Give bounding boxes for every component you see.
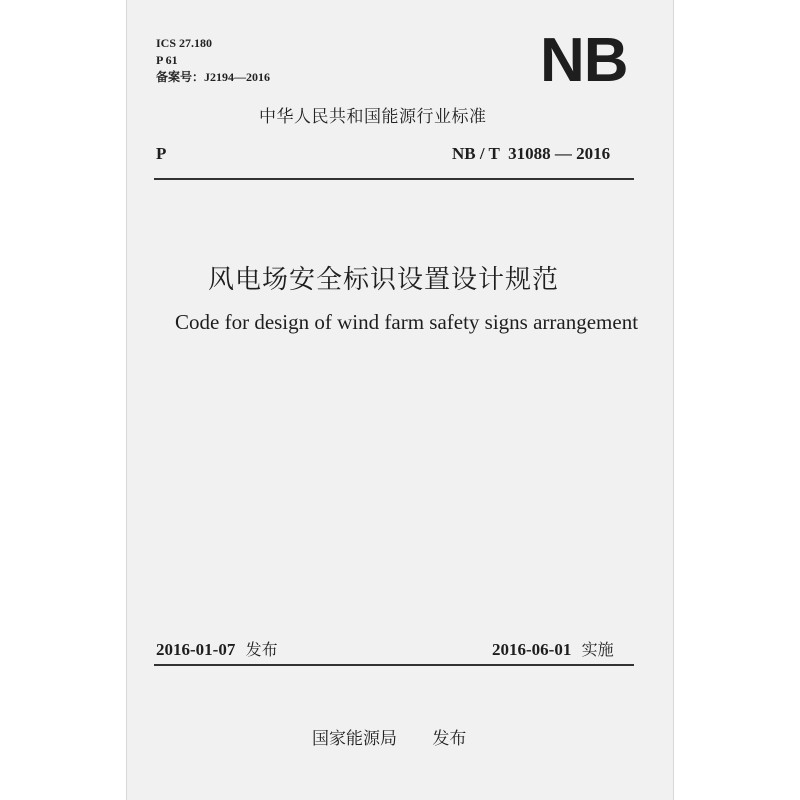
nb-logo: NB	[540, 26, 628, 95]
issue-date-line	[156, 637, 278, 660]
effective-date: 2016-06-01	[492, 640, 572, 659]
ics-code: ICS 27.180	[156, 36, 213, 50]
record-number-label: 备案号：	[156, 70, 205, 84]
header-rule	[154, 178, 634, 180]
issue-label: 发布	[245, 640, 278, 659]
effective-label: 实施	[581, 640, 614, 659]
category-letter: P	[156, 144, 167, 163]
publisher-name: 国家能源局	[312, 729, 397, 749]
record-number-value: J2194—2016	[204, 70, 271, 84]
record-number-line	[156, 70, 270, 85]
title-chinese: 风电场安全标识设置设计规范	[208, 265, 560, 295]
publisher-line	[312, 724, 466, 749]
issue-date: 2016-01-07	[156, 640, 236, 659]
footer-rule	[154, 664, 634, 666]
classification-code: P 61	[156, 53, 178, 67]
publisher-action: 发布	[432, 729, 467, 749]
title-english: Code for design of wind farm safety signs arrangement	[175, 310, 639, 334]
standard-code: NB / T 31088 — 2016	[452, 144, 611, 163]
effective-date-line	[492, 637, 614, 660]
industry-standard-heading: 中华人民共和国能源行业标准	[259, 107, 487, 127]
